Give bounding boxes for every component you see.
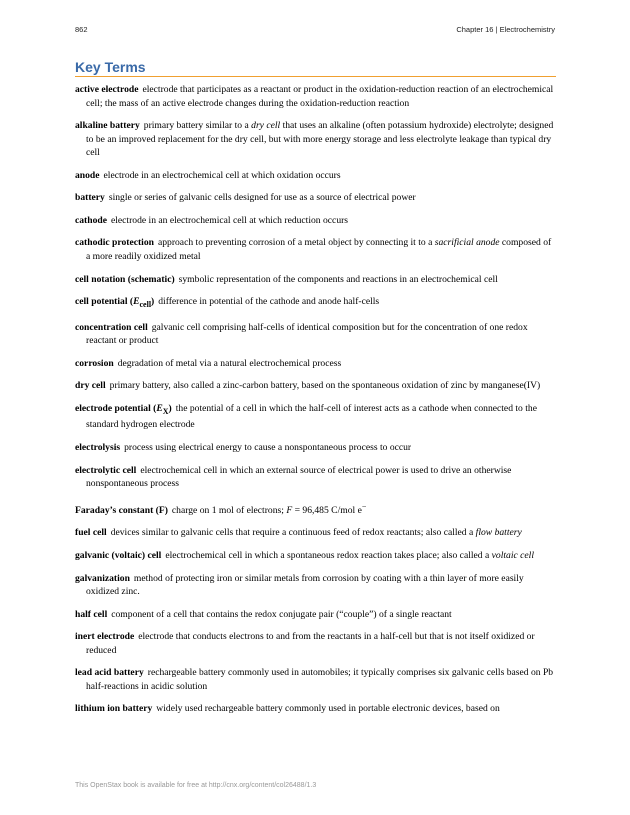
- term-definition: widely used rechargeable battery commonly used in portable electronic devices, based on: [156, 703, 500, 715]
- term-definition: the potential of a cell in which the half-cell of interest acts as a cathode when connected to the standard hydrogen electrode: [86, 402, 537, 431]
- term-entry: [75, 295, 556, 311]
- term-name-text: cell potential (: [75, 296, 134, 308]
- term-definition-italic: voltaic cell: [491, 550, 534, 561]
- term-definition: = 96,485 C/mol e: [292, 504, 362, 516]
- term-subscript: X: [162, 406, 169, 416]
- term-definition: primary battery, also called a zinc-carbon battery, based on the spontaneous oxidation of zinc by manganese(IV): [109, 380, 541, 392]
- term-definition-italic: dry cell: [251, 120, 281, 132]
- term-definition: charge on 1 mol of electrons;: [171, 504, 287, 516]
- term-definition: component of a cell that contains the redox conjugate pair (“couple”) of a single reactant: [111, 608, 452, 620]
- term-entry: [75, 191, 556, 205]
- term-definition: single or series of galvanic cells designed for use as a source of electrical power: [108, 192, 416, 204]
- term-definition: electrode that conducts electrons to and from the reactants in a half-cell but that is not itself oxidized or reduced: [86, 631, 535, 656]
- term-definition: electrochemical cell in which a spontaneous redox reaction takes place; also called a: [165, 550, 492, 561]
- term-entry: [75, 464, 556, 491]
- term-name: galvanic (voltaic) cell: [75, 550, 162, 561]
- term-name: alkaline battery: [75, 120, 140, 132]
- term-entry: [75, 273, 556, 287]
- page-footer: This OpenStax book is available for free at http://cnx.org/content/col26488/1.3: [75, 782, 317, 789]
- term-entry: [75, 666, 556, 693]
- term-definition: electrode in an electrochemical cell at which reduction occurs: [110, 214, 349, 226]
- page-header: [75, 25, 555, 37]
- term-entry: [75, 119, 556, 160]
- term-name-text: ): [168, 402, 172, 414]
- term-name: electrolysis: [75, 441, 121, 453]
- term-name: galvanization: [75, 572, 130, 584]
- term-name: fuel cell: [75, 527, 107, 539]
- term-entry: [75, 169, 556, 183]
- term-definition: electrode in an electrochemical cell at which oxidation occurs: [103, 169, 341, 181]
- term-name-text: electrode potential (: [75, 402, 157, 414]
- section-title: Key Terms: [75, 59, 556, 77]
- term-name: active electrode: [75, 84, 139, 95]
- term-name: cathodic protection: [75, 237, 154, 249]
- term-name: dry cell: [75, 380, 106, 392]
- term-definition-italic: flow battery: [475, 527, 522, 539]
- term-entry: [75, 357, 556, 371]
- term-definition: approach to preventing corrosion of a metal object by connecting it to a: [157, 237, 435, 249]
- term-name: [75, 296, 155, 310]
- term-entry: [75, 572, 556, 599]
- term-definition: primary battery similar to a: [143, 120, 252, 132]
- term-entry: [75, 214, 556, 228]
- term-entry: [75, 402, 556, 432]
- term-name: inert electrode: [75, 631, 135, 643]
- term-entry: [75, 549, 556, 563]
- term-subscript: cell: [139, 300, 152, 310]
- term-entry: [75, 379, 556, 393]
- term-definition: difference in potential of the cathode and anode half-cells: [158, 296, 380, 308]
- term-symbol: E: [133, 296, 140, 308]
- term-entry: [75, 526, 556, 540]
- term-name: anode: [75, 169, 100, 181]
- term-superscript: −: [361, 501, 367, 511]
- term-name: Faraday’s constant (F): [75, 504, 168, 516]
- term-entry: [75, 608, 556, 622]
- term-definition: rechargeable battery commonly used in automobiles; it typically comprises six galvanic cells based on Pb half-reactions in acidic solution: [86, 667, 554, 692]
- term-name: cathode: [75, 214, 107, 226]
- term-entry: [75, 441, 556, 455]
- term-definition: electrode that participates as a reactant or product in the oxidation-reduction reaction of an electrochemical cell; the mass of an active electrode changes during the oxidation-reduction reaction: [86, 84, 554, 109]
- term-name: lead acid battery: [75, 667, 144, 679]
- term-name-text: ): [151, 296, 155, 308]
- term-definition: symbolic representation of the components and reactions in an electrochemical cell: [178, 273, 498, 285]
- term-definition: process using electrical energy to cause a nonspontaneous process to occur: [124, 441, 412, 453]
- term-definition: devices similar to galvanic cells that require a continuous feed of redox reactants; also called a: [110, 527, 476, 539]
- term-name: electrolytic cell: [75, 464, 137, 476]
- term-name: lithium ion battery: [75, 703, 153, 715]
- term-definition: that uses an alkaline (often potassium hydroxide) electrolyte; designed to be an improved replacement for the dry cell, but with more energy storage and less electrolyte leakage than typical dry cell: [86, 120, 554, 159]
- term-entry: [75, 630, 556, 657]
- term-definition-italic: F: [286, 504, 293, 516]
- term-name: [75, 403, 172, 414]
- term-entry: [75, 702, 556, 716]
- term-entry: [75, 236, 556, 263]
- key-terms-list: [75, 83, 556, 725]
- term-name: cell notation (schematic): [75, 273, 175, 285]
- term-entry: [75, 83, 556, 110]
- term-definition-italic: sacrificial anode: [434, 237, 500, 249]
- term-definition: composed of a more readily oxidized metal: [86, 237, 552, 262]
- term-name: battery: [75, 192, 105, 204]
- term-entry: [75, 321, 556, 348]
- term-entry: [75, 500, 556, 518]
- term-definition: galvanic cell comprising half-cells of identical composition but for the concentration of one redox reactant or product: [86, 321, 528, 347]
- term-name: concentration cell: [75, 321, 148, 333]
- term-name: corrosion: [75, 357, 114, 369]
- term-definition: method of protecting iron or similar metals from corrosion by coating with a thin layer of more easily oxidized zinc.: [86, 572, 524, 598]
- term-definition: degradation of metal via a natural electrochemical process: [117, 357, 342, 369]
- term-definition: electrochemical cell in which an external source of electrical power is used to drive an otherwise nonspontaneous process: [86, 464, 512, 490]
- page-number: 862: [75, 25, 88, 34]
- chapter-title: Chapter 16 | Electrochemistry: [456, 25, 555, 34]
- term-symbol: E: [156, 402, 163, 414]
- term-name: half cell: [75, 608, 108, 620]
